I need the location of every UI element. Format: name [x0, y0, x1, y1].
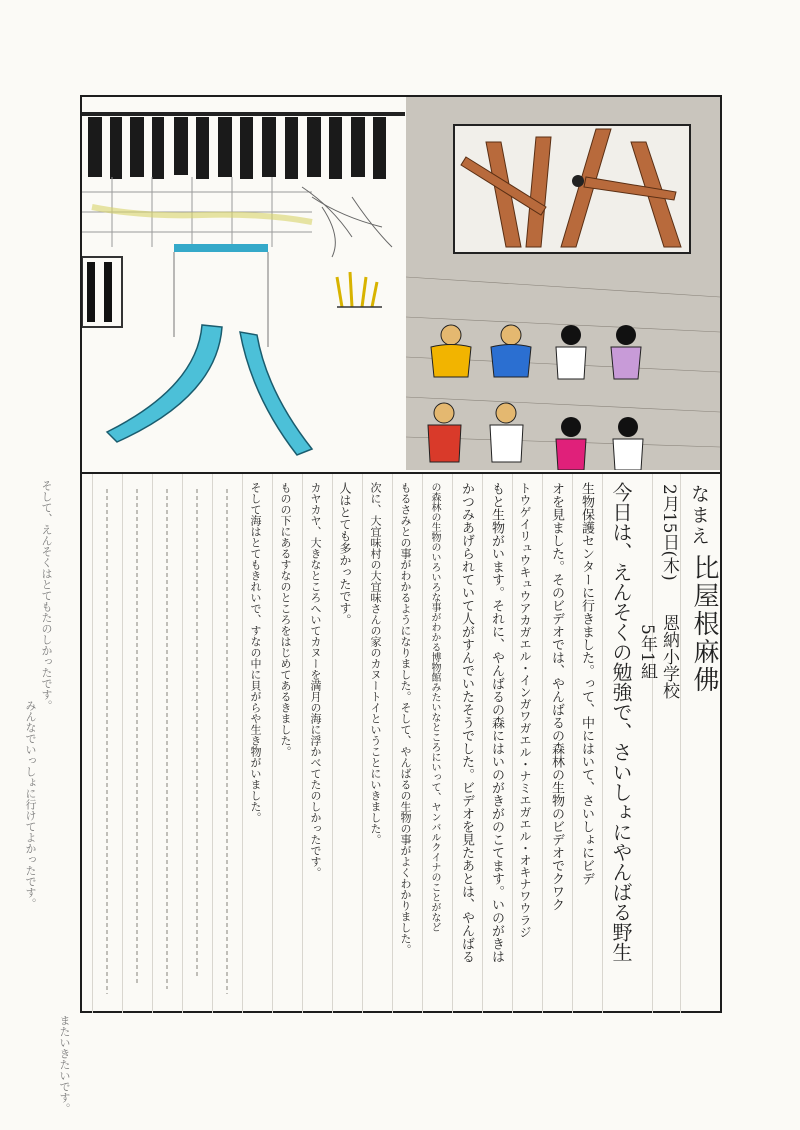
essay-line: そして海はとてもきれいで、すなの中に貝がらや生き物がいました。 — [249, 482, 262, 823]
essay-line: 次に、大宜味村の大宜味さんの家のカヌートイということにいきました。 — [369, 482, 382, 845]
building-drawing — [82, 97, 405, 470]
plant-drawing — [302, 187, 392, 257]
grass-drawing — [337, 272, 377, 307]
essay-date: 2月15日(木) — [659, 484, 679, 581]
essay-line: 生物保護センターに行きました。って、中にはいて、さいしょにビデ — [579, 482, 594, 885]
fence-drawing — [82, 112, 405, 179]
essay-line: 今日は、えんそくの勉強で、さいしょにやんばる野生 — [609, 482, 633, 962]
essay-line: オを見ました。そのビデオでは、やんばるの森林の生物のビデオでクワク — [549, 482, 564, 911]
essay-line: カヤカヤ、大きなところへいてカヌーを満月の海に浮かべてたのしかったです。 — [309, 482, 322, 878]
essay-line: の森林の生物のいろいろな事がわかる博物館みたいなところにいって、ヤンバルクイナのことがなど — [429, 482, 440, 932]
student-name-label: なまえ — [688, 484, 710, 547]
margin-note: そして、えんそくはとてもたのしかったです。 — [40, 480, 53, 711]
illustration-video-room — [406, 97, 720, 470]
margin-note: みんなでいっしょに行けてよかったです。 — [24, 700, 37, 909]
margin-note: またいきたいです。 — [58, 1015, 71, 1114]
student-name: 比屋根麻佛 — [689, 554, 719, 694]
essay-line: かつみあげられていて人がすんでいたそうでした。ビデオを見たあとは、やんばる — [459, 482, 474, 963]
essay-line: もと生物がいます。それに、やんばるの森にはいのがきがのこてます。いのがきは — [489, 482, 504, 963]
video-room-drawing — [406, 97, 720, 470]
school-name: 恩納小学校 — [659, 614, 679, 699]
pencil-scribbles — [92, 484, 242, 1004]
grade-class: 5年1組 — [637, 624, 657, 680]
illustration-building — [82, 97, 405, 470]
essay-line: トウゲイリュウキュウアカガエル・インガワガエル・ナミエガエル・オキナワウラジ — [518, 482, 532, 938]
essay-line: ものの下にあるすなのところをはじめてあるきました。 — [279, 482, 292, 757]
essay-line: 人はとても多かったです。 — [338, 482, 352, 626]
essay-area — [82, 472, 720, 1013]
essay-line: もるさみとの事がわかるようになりました。そして、やんばるの生物の事がよくわかりました。 — [399, 482, 412, 955]
